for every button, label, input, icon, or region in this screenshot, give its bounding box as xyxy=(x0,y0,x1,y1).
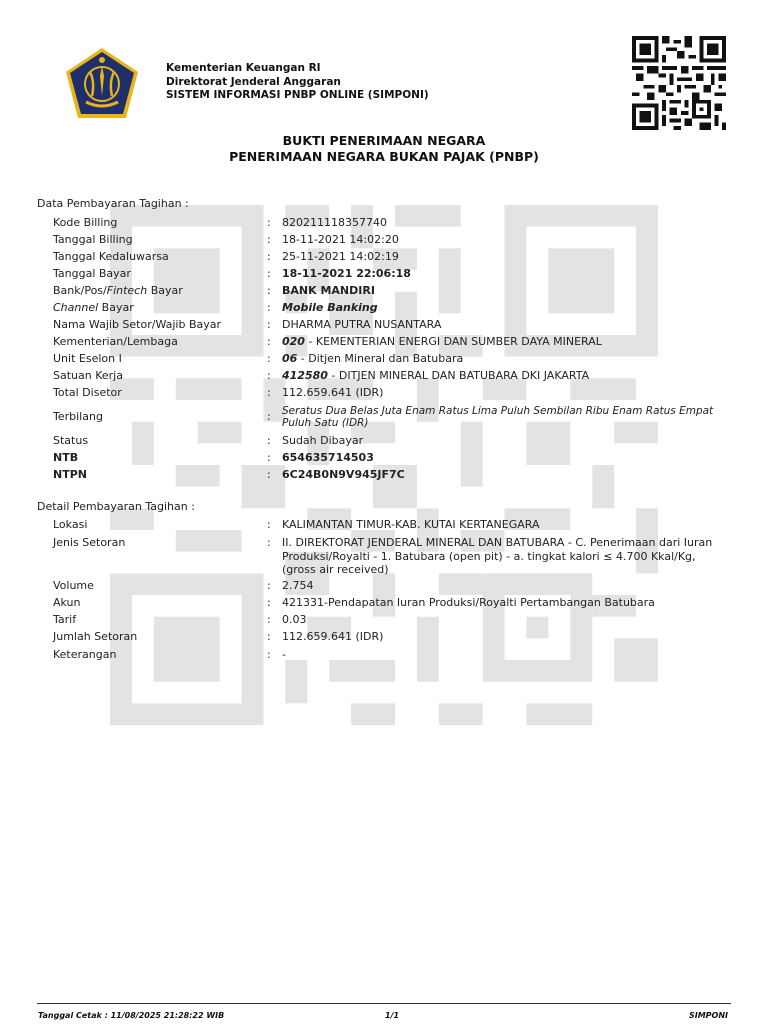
separator: : xyxy=(267,648,271,661)
separator: : xyxy=(267,434,271,447)
value-bank: BANK MANDIRI xyxy=(282,284,375,297)
print-date: Tanggal Cetak : 11/08/2025 21:28:22 WIB xyxy=(38,1011,225,1020)
value-ntpn: 6C24B0N9V945JF7C xyxy=(282,468,405,481)
label: Terbilang xyxy=(53,410,103,423)
separator: : xyxy=(267,451,271,464)
label: Volume xyxy=(53,579,94,592)
value-eselon: 06 - Ditjen Mineral dan Batubara xyxy=(282,352,464,365)
document-title xyxy=(0,133,768,165)
title-line2: PENERIMAAN NEGARA BUKAN PAJAK (PNBP) xyxy=(229,149,539,164)
separator: : xyxy=(267,386,271,399)
label: Jumlah Setoran xyxy=(53,630,138,643)
value-volume: 2.754 xyxy=(282,579,314,592)
footer-divider xyxy=(37,1003,731,1004)
page-number: 1/1 xyxy=(385,1011,400,1020)
label: Nama Wajib Setor/Wajib Bayar xyxy=(53,318,222,331)
value-terbilang: Seratus Dua Belas Juta Enam Ratus Lima Puluh Sembilan Ribu Enam Ratus Empat Puluh Satu (IDR) xyxy=(282,405,714,429)
org-ministry: Kementerian Keuangan RI xyxy=(166,62,321,74)
value-tanggal-billing: 18-11-2021 14:02:20 xyxy=(282,233,399,246)
org-system: SISTEM INFORMASI PNBP ONLINE (SIMPONI) xyxy=(166,89,429,101)
label: Kementerian/Lembaga xyxy=(53,335,178,348)
value-jenis-setoran: II. DIREKTORAT JENDERAL MINERAL DAN BATUBARA - C. Penerimaan dari Iuran Produksi/Royalti - 1. Batubara (open pit) - a. tingkat kalori ≤ 4.700 Kkal/Kg, (gross air received) xyxy=(282,536,713,576)
label: Bank/Pos/Fintech Bayar xyxy=(53,284,183,297)
detail-section-title: Detail Pembayaran Tagihan : xyxy=(37,500,195,513)
label: NTB xyxy=(53,451,79,464)
separator: : xyxy=(267,216,271,229)
value-lokasi: KALIMANTAN TIMUR-KAB. KUTAI KERTANEGARA xyxy=(282,518,540,531)
title-line1: BUKTI PENERIMAAN NEGARA xyxy=(282,133,486,148)
label: NTPN xyxy=(53,468,87,481)
value-keterangan: - xyxy=(282,648,286,661)
org-directorate: Direktorat Jenderal Anggaran xyxy=(166,75,341,88)
label: Tanggal Kedaluwarsa xyxy=(53,250,169,263)
value-tanggal-bayar: 18-11-2021 22:06:18 xyxy=(282,267,411,280)
separator: : xyxy=(267,284,271,297)
separator: : xyxy=(267,536,271,549)
value-total-disetor: 112.659.641 (IDR) xyxy=(282,386,384,399)
value-jumlah-setoran: 112.659.641 (IDR) xyxy=(282,630,384,643)
label: Kode Billing xyxy=(53,216,118,229)
label: Jenis Setoran xyxy=(53,536,126,549)
value-tanggal-kedaluwarsa: 25-11-2021 14:02:19 xyxy=(282,250,399,263)
value-satker: 412580 - DITJEN MINERAL DAN BATUBARA DKI JAKARTA xyxy=(282,369,590,382)
separator: : xyxy=(267,410,271,423)
value-kementerian: 020 - KEMENTERIAN ENERGI DAN SUMBER DAYA MINERAL xyxy=(282,335,602,348)
separator: : xyxy=(267,233,271,246)
footer-system: SIMPONI xyxy=(688,1011,728,1020)
label: Satuan Kerja xyxy=(53,369,123,382)
separator: : xyxy=(267,630,271,643)
label: Tarif xyxy=(53,613,77,626)
label: Tanggal Billing xyxy=(53,233,133,246)
separator: : xyxy=(267,369,271,382)
label: Status xyxy=(53,434,89,447)
separator: : xyxy=(267,468,271,481)
organization-header xyxy=(166,62,429,103)
separator: : xyxy=(267,613,271,626)
separator: : xyxy=(267,579,271,592)
value-kode-billing: 820211118357740 xyxy=(282,216,387,229)
separator: : xyxy=(267,301,271,314)
separator: : xyxy=(267,335,271,348)
label: Akun xyxy=(53,596,81,609)
separator: : xyxy=(267,518,271,531)
separator: : xyxy=(267,250,271,263)
separator: : xyxy=(267,352,271,365)
qr-watermark-icon xyxy=(110,205,658,725)
label: Tanggal Bayar xyxy=(53,267,131,280)
label: Total Disetor xyxy=(53,386,122,399)
value-channel: Mobile Banking xyxy=(282,301,378,314)
separator: : xyxy=(267,318,271,331)
payment-section-title: Data Pembayaran Tagihan : xyxy=(37,197,189,210)
label: Keterangan xyxy=(53,648,117,661)
label: Lokasi xyxy=(53,518,88,531)
qr-code-icon xyxy=(631,36,727,130)
kemenkeu-logo-icon xyxy=(62,46,142,122)
value-akun: 421331-Pendapatan Iuran Produksi/Royalti Pertambangan Batubara xyxy=(282,596,655,609)
label: Channel Bayar xyxy=(53,301,134,314)
value-status: Sudah Dibayar xyxy=(282,434,364,447)
value-tarif: 0.03 xyxy=(282,613,307,626)
separator: : xyxy=(267,596,271,609)
value-ntb: 654635714503 xyxy=(282,451,374,464)
label: Unit Eselon I xyxy=(53,352,122,365)
separator: : xyxy=(267,267,271,280)
value-wajib-bayar: DHARMA PUTRA NUSANTARA xyxy=(282,318,442,331)
